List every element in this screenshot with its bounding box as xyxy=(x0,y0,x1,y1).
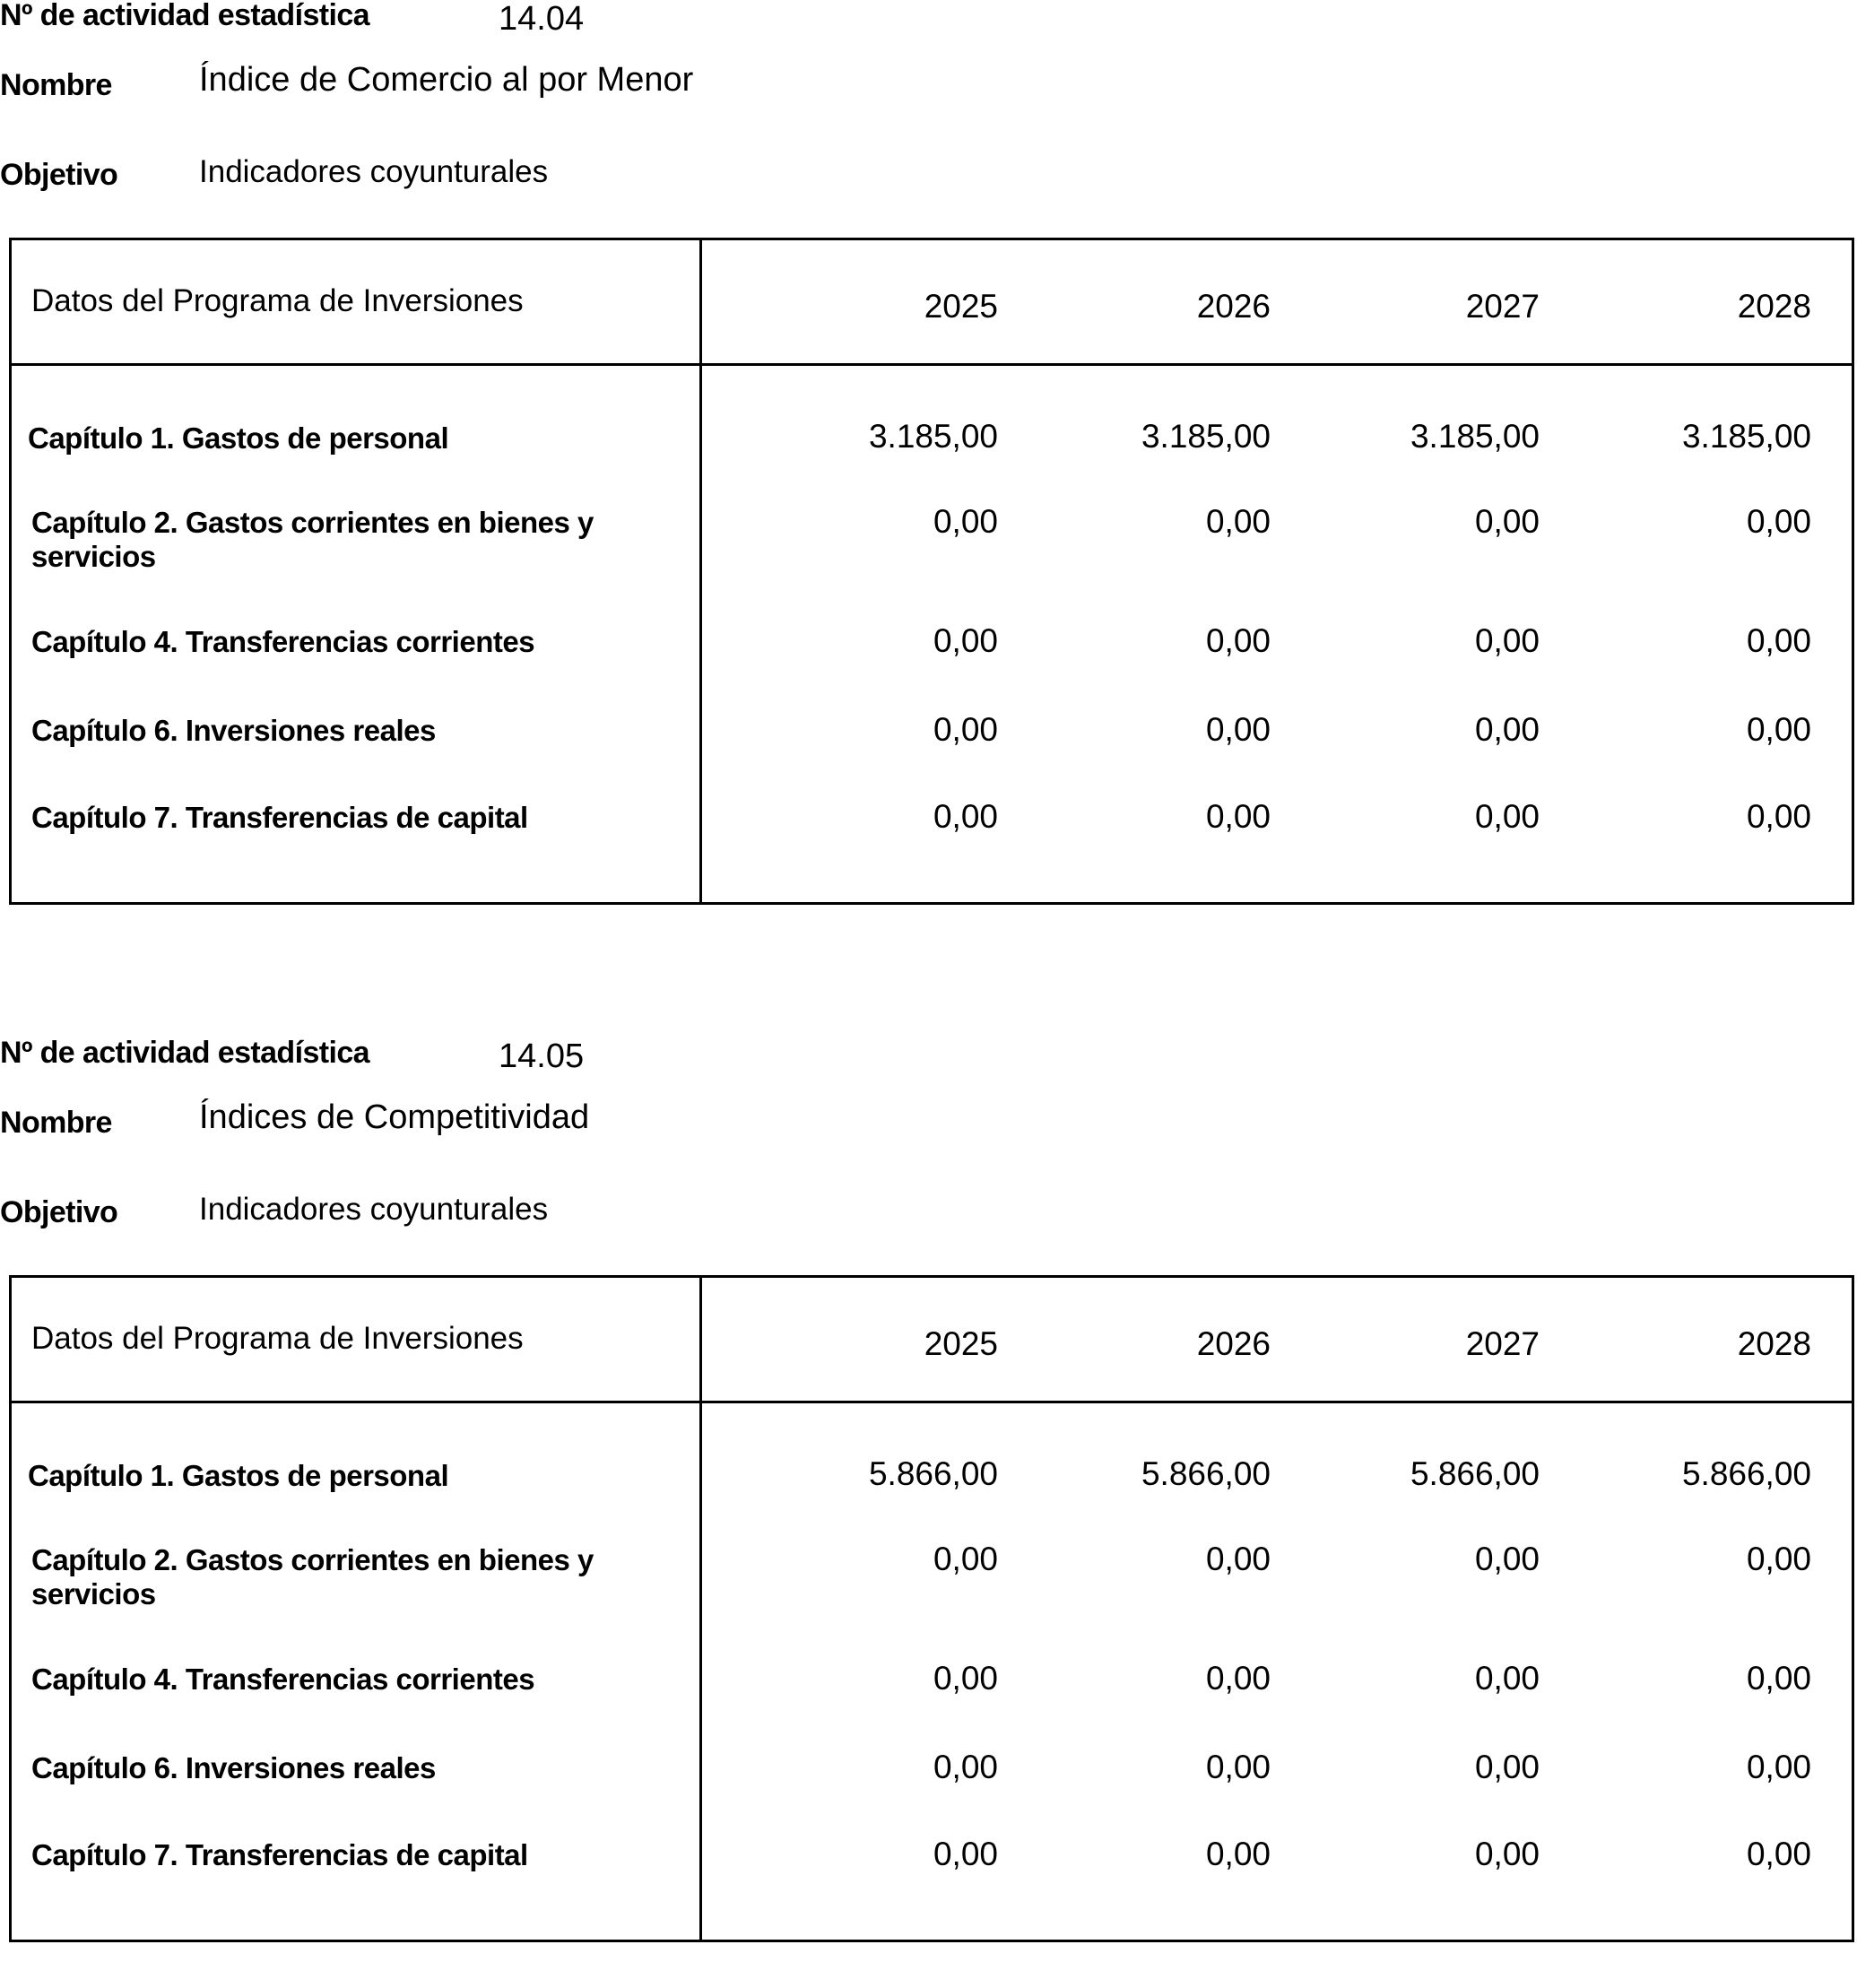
chapter-label: Capítulo 1. Gastos de personal xyxy=(28,421,449,455)
chapter-label: Capítulo 4. Transferencias corrientes xyxy=(31,1662,535,1696)
table-cell: 0,00 xyxy=(1205,1836,1271,1872)
name-value: Índices de Competitividad xyxy=(199,1098,590,1136)
chapter-label: Capítulo 7. Transferencias de capital xyxy=(31,801,528,834)
name-label: Nombre xyxy=(0,1106,112,1140)
chapter-label: Capítulo 6. Inversiones reales xyxy=(31,1751,436,1784)
table-cell: 0,00 xyxy=(1474,711,1540,748)
table-cell: 5.866,00 xyxy=(1681,1455,1811,1492)
table-cell: 0,00 xyxy=(933,711,998,748)
table-cell: 0,00 xyxy=(1205,1749,1271,1785)
year-header: 2026 xyxy=(1196,288,1271,325)
table-cell: 0,00 xyxy=(1474,798,1540,835)
column-divider xyxy=(699,240,702,902)
year-header: 2027 xyxy=(1465,288,1540,325)
table-cell: 0,00 xyxy=(1474,622,1540,659)
table-cell: 0,00 xyxy=(1746,798,1811,835)
table-cell: 0,00 xyxy=(1474,1749,1540,1785)
chapter-label: Capítulo 7. Transferencias de capital xyxy=(31,1838,528,1871)
table-cell: 0,00 xyxy=(1205,711,1271,748)
chapter-label: Capítulo 2. Gastos corrientes en bienes y servicios xyxy=(31,506,594,573)
objective-value: Indicadores coyunturales xyxy=(199,154,549,189)
table-cell: 0,00 xyxy=(1205,1541,1271,1577)
table-cell: 0,00 xyxy=(1746,711,1811,748)
table-cell: 0,00 xyxy=(1205,503,1271,540)
table-cell: 0,00 xyxy=(1746,622,1811,659)
activity-number-label: Nº de actividad estadística xyxy=(0,1036,369,1070)
chapter-label: Capítulo 6. Inversiones reales xyxy=(31,714,436,747)
table-cell: 0,00 xyxy=(1205,1660,1271,1697)
investment-table xyxy=(9,1275,1854,1942)
table-cell: 0,00 xyxy=(1205,622,1271,659)
table-cell: 3.185,00 xyxy=(868,418,998,455)
objective-label: Objetivo xyxy=(0,158,118,192)
activity-section-14-05 xyxy=(0,1037,1857,1988)
table-cell: 0,00 xyxy=(933,503,998,540)
table-header-title: Datos del Programa de Inversiones xyxy=(31,1321,524,1356)
header-divider xyxy=(12,363,1852,366)
objective-value: Indicadores coyunturales xyxy=(199,1192,549,1227)
table-cell: 3.185,00 xyxy=(1410,418,1540,455)
year-header: 2028 xyxy=(1737,288,1811,325)
table-cell: 0,00 xyxy=(933,1836,998,1872)
table-cell: 0,00 xyxy=(933,1749,998,1785)
table-cell: 0,00 xyxy=(1474,1541,1540,1577)
table-cell: 0,00 xyxy=(933,1660,998,1697)
table-cell: 5.866,00 xyxy=(1410,1455,1540,1492)
column-divider xyxy=(699,1278,702,1940)
name-label: Nombre xyxy=(0,68,112,102)
table-header-title: Datos del Programa de Inversiones xyxy=(31,283,524,318)
table-cell: 0,00 xyxy=(1474,503,1540,540)
name-value: Índice de Comercio al por Menor xyxy=(199,61,694,99)
table-cell: 0,00 xyxy=(1746,1541,1811,1577)
investment-table xyxy=(9,238,1854,905)
activity-number-value: 14.05 xyxy=(499,1037,585,1075)
year-header: 2025 xyxy=(924,1325,998,1362)
year-header: 2025 xyxy=(924,288,998,325)
activity-section-14-04 xyxy=(0,0,1857,951)
chapter-label: Capítulo 1. Gastos de personal xyxy=(28,1459,449,1492)
chapter-label: Capítulo 2. Gastos corrientes en bienes y servicios xyxy=(31,1543,594,1610)
activity-number-value: 14.04 xyxy=(499,0,585,38)
activity-number-label: Nº de actividad estadística xyxy=(0,0,369,32)
table-cell: 0,00 xyxy=(1746,1749,1811,1785)
year-header: 2028 xyxy=(1737,1325,1811,1362)
objective-label: Objetivo xyxy=(0,1195,118,1229)
table-cell: 3.185,00 xyxy=(1681,418,1811,455)
table-cell: 3.185,00 xyxy=(1141,418,1271,455)
table-cell: 0,00 xyxy=(1746,1660,1811,1697)
table-cell: 0,00 xyxy=(933,1541,998,1577)
year-header: 2027 xyxy=(1465,1325,1540,1362)
table-cell: 0,00 xyxy=(1205,798,1271,835)
table-cell: 5.866,00 xyxy=(868,1455,998,1492)
year-header: 2026 xyxy=(1196,1325,1271,1362)
table-cell: 5.866,00 xyxy=(1141,1455,1271,1492)
table-cell: 0,00 xyxy=(1474,1836,1540,1872)
chapter-label: Capítulo 4. Transferencias corrientes xyxy=(31,625,535,658)
table-cell: 0,00 xyxy=(933,798,998,835)
table-cell: 0,00 xyxy=(933,622,998,659)
table-cell: 0,00 xyxy=(1746,1836,1811,1872)
table-cell: 0,00 xyxy=(1474,1660,1540,1697)
table-cell: 0,00 xyxy=(1746,503,1811,540)
header-divider xyxy=(12,1401,1852,1403)
